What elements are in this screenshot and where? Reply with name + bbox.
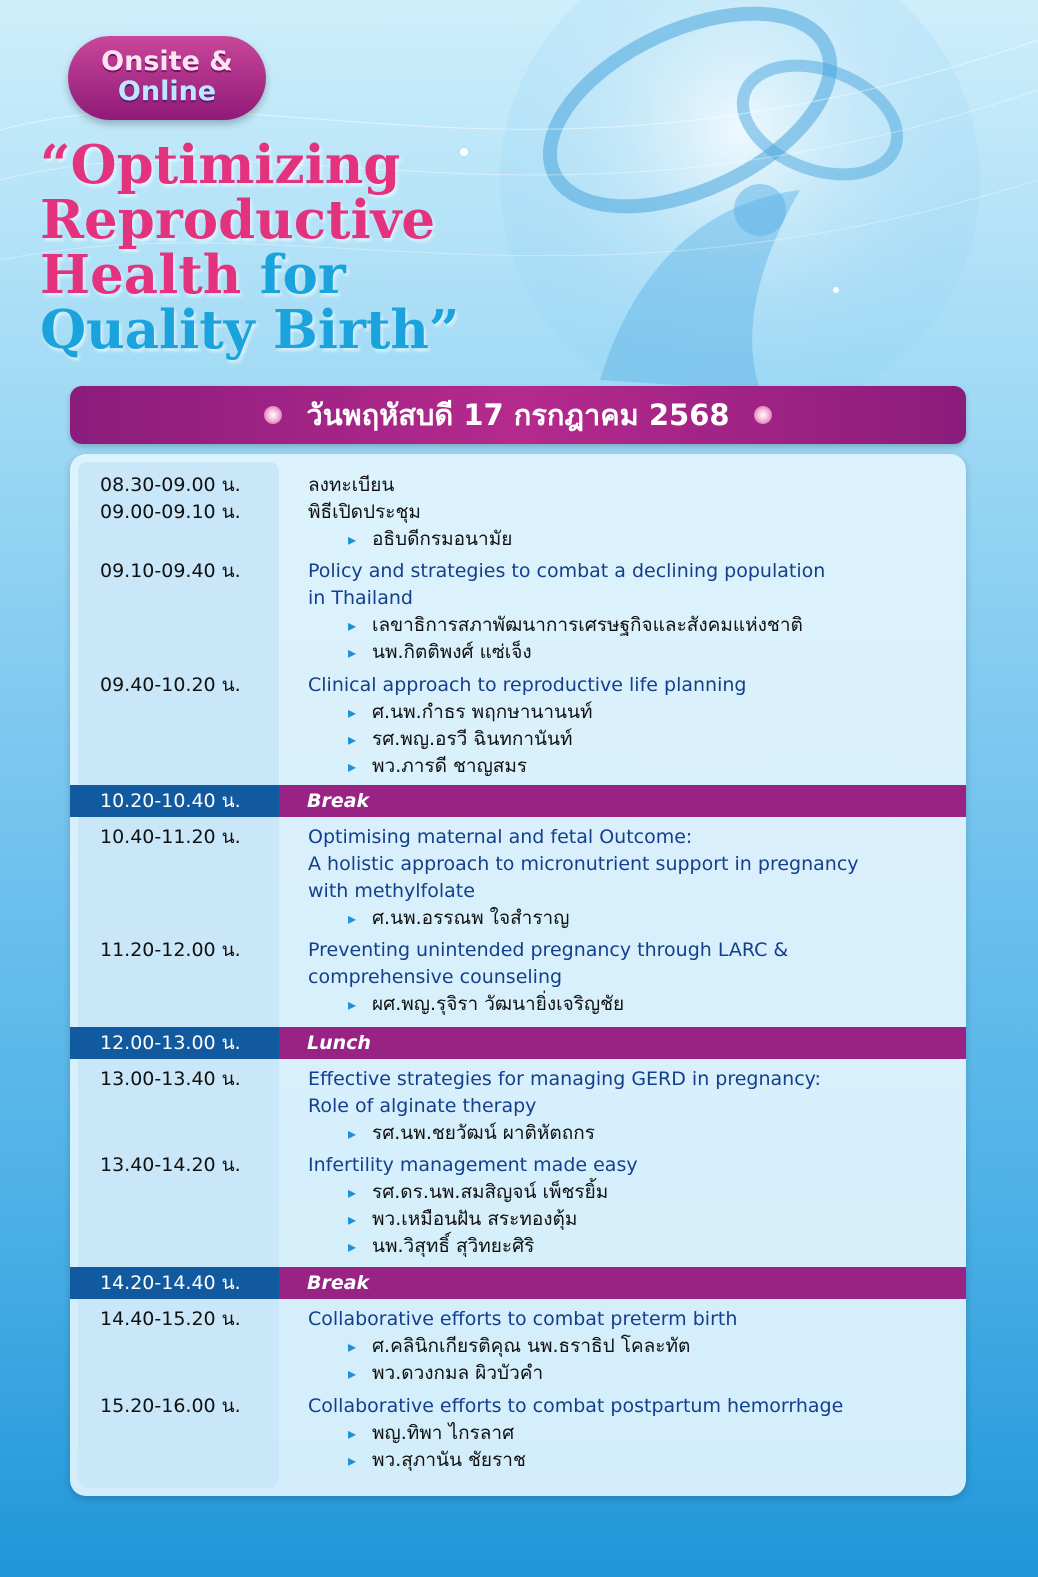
speaker: ▸ นพ.กิตติพงศ์ แซ่เจ็ง xyxy=(308,639,948,666)
title-line-2: Reproductive xyxy=(40,189,436,251)
item-topic-line: Preventing unintended pregnancy through LARC & xyxy=(308,939,789,961)
item-time: 09.40-10.20 น. xyxy=(100,674,241,696)
speaker: ▸ ศ.นพ.กำธร พฤกษานานนท์ xyxy=(308,699,948,726)
title-line-4: Quality Birth” xyxy=(40,299,460,361)
item-time: 13.40-14.20 น. xyxy=(100,1154,241,1176)
speaker: ▸ พว.ดวงกมล ผิวบัวคำ xyxy=(308,1360,948,1387)
dot-icon xyxy=(264,406,282,424)
speaker: ▸ พว.สุภานัน ชัยราช xyxy=(308,1447,948,1474)
item-time: 08.30-09.00 น. xyxy=(100,474,241,496)
break-label: Break xyxy=(279,1267,966,1299)
item-time: 14.40-15.20 น. xyxy=(100,1308,241,1330)
item-topic: Collaborative efforts to combat postpartum hemorrhage xyxy=(308,1395,844,1417)
speaker: ▸ ผศ.พญ.รุจิรา วัฒนายิ่งเจริญชัย xyxy=(308,991,948,1018)
speaker: ▸ ศ.นพ.อรรณพ ใจสำราญ xyxy=(308,905,948,932)
item-topic-line: comprehensive counseling xyxy=(308,966,563,988)
title-line-3b: for xyxy=(259,244,346,306)
item-topic-line: with methylfolate xyxy=(308,880,475,902)
title-line-1: “Optimizing xyxy=(40,134,401,196)
break-time: 14.20-14.40 น. xyxy=(70,1267,279,1299)
speaker: ▸ อธิบดีกรมอนามัย xyxy=(308,526,948,553)
speaker: ▸ พว.เหมือนฝัน สระทองตุ้ม xyxy=(308,1206,948,1233)
speaker: ▸ พว.ภารดี ชาญสมร xyxy=(308,753,948,780)
speaker: ▸ นพ.วิสุทธิ์ สุวิทยะศิริ xyxy=(308,1233,948,1260)
onsite-online-badge xyxy=(68,36,266,120)
dot-icon xyxy=(754,406,772,424)
item-topic-line: Effective strategies for managing GERD in pregnancy: xyxy=(308,1068,821,1090)
badge-line-1: Onsite & xyxy=(101,46,233,77)
event-title xyxy=(40,134,460,361)
item-topic: Collaborative efforts to combat preterm birth xyxy=(308,1308,738,1330)
title-line-3a: Health xyxy=(40,244,242,306)
item-topic: Clinical approach to reproductive life planning xyxy=(308,674,747,696)
event-date: วันพฤหัสบดี 17 กรกฎาคม 2568 xyxy=(306,398,730,432)
item-topic-line: Role of alginate therapy xyxy=(308,1095,537,1117)
speaker: ▸ เลขาธิการสภาพัฒนาการเศรษฐกิจและสังคมแห่งชาติ xyxy=(308,612,948,639)
item-time: 09.10-09.40 น. xyxy=(100,560,241,582)
break-band xyxy=(70,785,966,817)
break-time: 10.20-10.40 น. xyxy=(70,785,279,817)
item-time: 15.20-16.00 น. xyxy=(100,1395,241,1417)
item-topic: ลงทะเบียน xyxy=(308,474,395,496)
item-time: 11.20-12.00 น. xyxy=(100,939,241,961)
schedule-panel xyxy=(70,454,966,1496)
item-topic: Infertility management made easy xyxy=(308,1154,638,1176)
item-time: 10.40-11.20 น. xyxy=(100,826,241,848)
speaker: ▸ รศ.ดร.นพ.สมสิญจน์ เพ็ชรยิ้ม xyxy=(308,1179,948,1206)
speaker: ▸ รศ.พญ.อรวี ฉินทกานันท์ xyxy=(308,726,948,753)
item-topic: พิธีเปิดประชุม xyxy=(308,501,421,523)
time-column-background xyxy=(78,462,279,1488)
break-band xyxy=(70,1267,966,1299)
item-time: 09.00-09.10 น. xyxy=(100,501,241,523)
break-label: Lunch xyxy=(279,1027,966,1059)
item-time: 13.00-13.40 น. xyxy=(100,1068,241,1090)
badge-line-2: Online xyxy=(117,76,217,107)
item-topic-line: Optimising maternal and fetal Outcome: xyxy=(308,826,693,848)
item-topic-line: A holistic approach to micronutrient support in pregnancy xyxy=(308,853,859,875)
break-label: Break xyxy=(279,785,966,817)
date-banner xyxy=(70,386,966,444)
item-topic-line: Policy and strategies to combat a declining population xyxy=(308,560,826,582)
item-topic-line: in Thailand xyxy=(308,587,413,609)
speaker: ▸ ศ.คลินิกเกียรติคุณ นพ.ธราธิป โคละทัต xyxy=(308,1333,948,1360)
break-time: 12.00-13.00 น. xyxy=(70,1027,279,1059)
lunch-band xyxy=(70,1027,966,1059)
speaker: ▸ พญ.ทิพา ไกรลาศ xyxy=(308,1420,948,1447)
speaker: ▸ รศ.นพ.ชยวัฒน์ ผาติหัตถกร xyxy=(308,1120,948,1147)
